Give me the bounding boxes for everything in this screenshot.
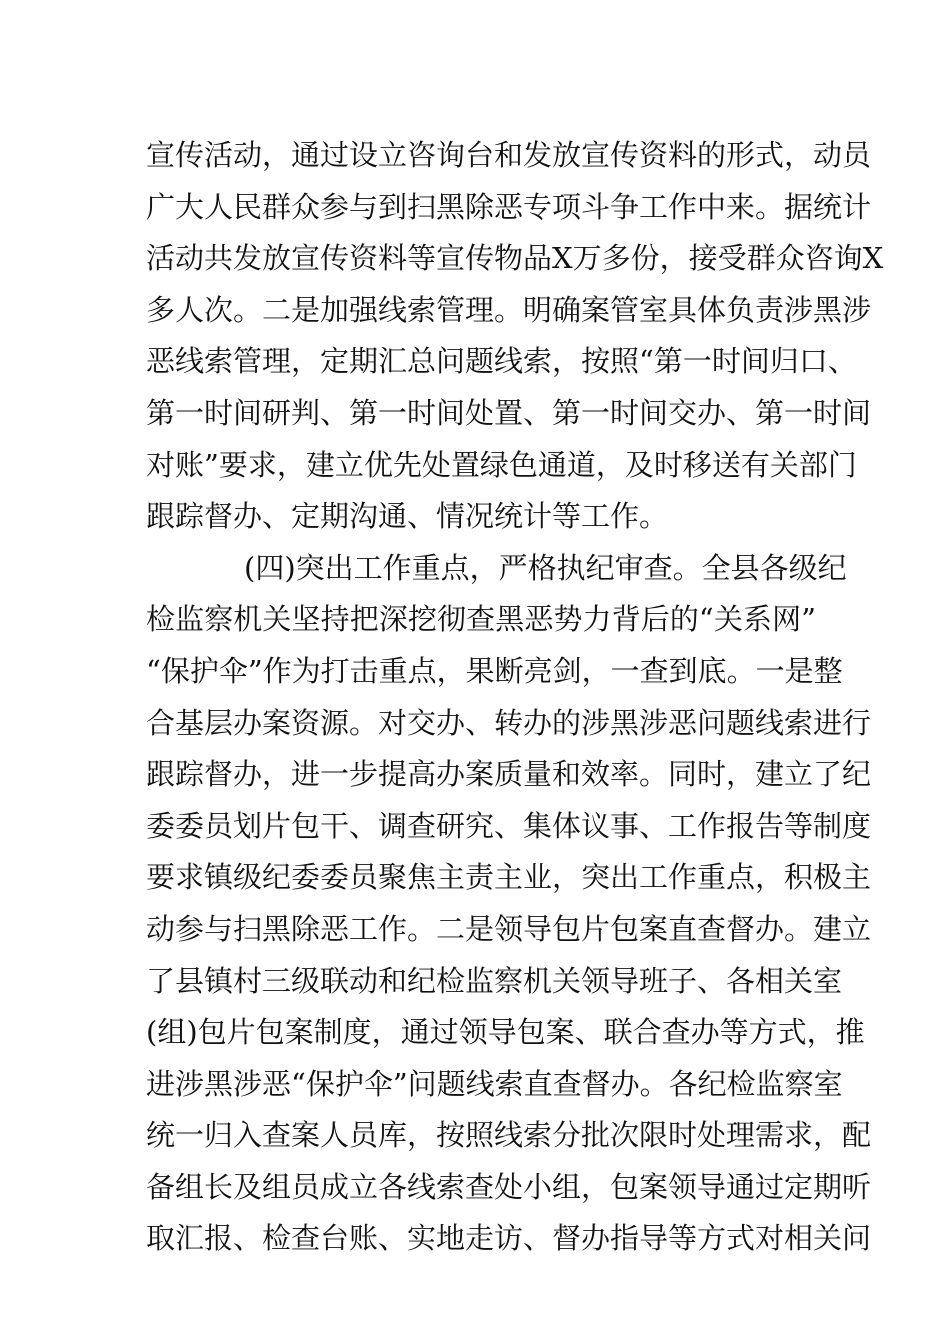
text-line: 要求镇级纪委委员聚焦主责主业，突出工作重点，积极主 xyxy=(146,860,872,895)
text-line: 进涉黑涉恶“保护伞”问题线索直查督办。各纪检监察室 xyxy=(146,1066,843,1101)
section-heading-line: (四)突出工作重点，严格执纪审查。全县各级纪 xyxy=(244,550,847,585)
text-line: 合基层办案资源。对交办、转办的涉黑涉恶问题线索进行 xyxy=(146,705,872,740)
body-text xyxy=(146,130,884,1265)
text-line: 活动共发放宣传资料等宣传物品X万多份，接受群众咨询X xyxy=(146,241,884,276)
text-line: 恶线索管理，定期汇总问题线索，按照“第一时间归口、 xyxy=(146,344,857,379)
text-line: 第一时间研判、第一时间处置、第一时间交办、第一时间 xyxy=(146,395,872,430)
text-line: 跟踪督办、定期沟通、情况统计等工作。 xyxy=(146,499,669,534)
text-line: 对账”要求，建立优先处置绿色通道，及时移送有关部门 xyxy=(146,447,857,482)
text-line: 动参与扫黑除恶工作。二是领导包片包案直查督办。建立 xyxy=(146,911,872,946)
text-line: 统一归入查案人员库，按照线索分批次限时处理需求，配 xyxy=(146,1118,872,1153)
text-line: 多人次。二是加强线索管理。明确案管室具体负责涉黑涉 xyxy=(146,292,872,327)
text-line: 广大人民群众参与到扫黑除恶专项斗争工作中来。据统计 xyxy=(146,189,872,224)
text-line: 取汇报、检查台账、实地走访、督办指导等方式对相关问 xyxy=(146,1221,872,1256)
text-line: 宣传活动，通过设立咨询台和发放宣传资料的形式，动员 xyxy=(146,138,872,172)
text-line: 备组长及组员成立各线索查处小组，包案领导通过定期听 xyxy=(146,1169,872,1204)
text-line: 了县镇村三级联动和纪检监察机关领导班子、各相关室 xyxy=(146,963,843,998)
text-line: (组)包片包案制度，通过领导包案、联合查办等方式，推 xyxy=(146,1015,865,1050)
text-line: 跟踪督办，进一步提高办案质量和效率。同时，建立了纪 xyxy=(146,757,872,792)
text-line: 检监察机关坚持把深挖彻查黑恶势力背后的“关系网” xyxy=(146,602,816,637)
text-line: “保护伞”作为打击重点，果断亮剑，一查到底。一是整 xyxy=(146,653,843,688)
text-line: 委委员划片包干、调查研究、集体议事、工作报告等制度 xyxy=(146,808,872,843)
